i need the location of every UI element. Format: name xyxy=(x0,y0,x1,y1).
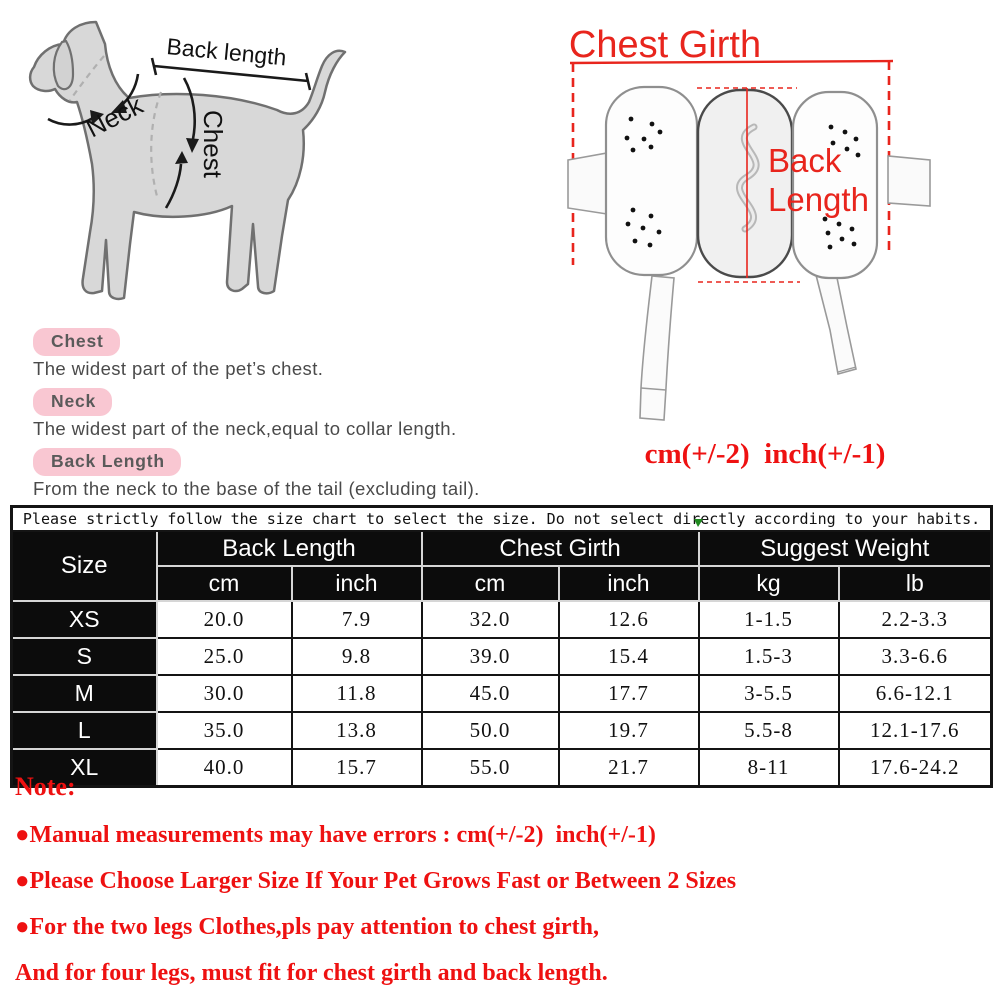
dog-chest-label: Chest xyxy=(198,110,228,178)
value-cell: 11.8 xyxy=(292,675,422,712)
note-item: ●For the two legs Clothes,pls pay attention to chest girth, xyxy=(15,914,600,940)
unit-header-lb: lb xyxy=(839,566,992,601)
value-cell: 20.0 xyxy=(157,601,292,638)
value-cell: 12.6 xyxy=(559,601,699,638)
chest-definition-text: The widest part of the pet’s chest. xyxy=(33,358,324,379)
size-cell: XL xyxy=(12,749,157,787)
size-cell: M xyxy=(12,675,157,712)
table-row-s xyxy=(12,638,992,675)
unit-header-cm-2: cm xyxy=(422,566,559,601)
tolerance-text: cm(+/-2) inch(+/-1) xyxy=(644,438,886,470)
value-cell: 45.0 xyxy=(422,675,559,712)
unit-header-kg: kg xyxy=(699,566,839,601)
value-cell: 35.0 xyxy=(157,712,292,749)
garment-back-label: Back xyxy=(768,142,842,179)
table-notice-row xyxy=(12,507,992,532)
value-cell: 13.8 xyxy=(292,712,422,749)
value-cell: 17.6-24.2 xyxy=(839,749,992,787)
value-cell: 32.0 xyxy=(422,601,559,638)
neck-term-pill: Neck xyxy=(33,388,112,416)
value-cell: 30.0 xyxy=(157,675,292,712)
value-cell: 15.7 xyxy=(292,749,422,787)
size-cell: XS xyxy=(12,601,157,638)
value-cell: 21.7 xyxy=(559,749,699,787)
green-marker-artifact xyxy=(694,519,703,527)
note-item: ●Please Choose Larger Size If Your Pet Grows Fast or Between 2 Sizes xyxy=(15,868,737,894)
table-row-m xyxy=(12,675,992,712)
unit-header-inch-1: inch xyxy=(292,566,422,601)
size-column-header: Size xyxy=(12,531,157,601)
table-row-xs xyxy=(12,601,992,638)
unit-header-inch-2: inch xyxy=(559,566,699,601)
notes-heading: Note: xyxy=(15,772,76,801)
dog-measurement-diagram xyxy=(8,12,368,312)
definition-back-length xyxy=(33,448,533,500)
value-cell: 9.8 xyxy=(292,638,422,675)
value-cell: 25.0 xyxy=(157,638,292,675)
bottom-strap-left xyxy=(640,276,674,420)
value-cell: 15.4 xyxy=(559,638,699,675)
back-length-group-header: Back Length xyxy=(157,531,422,566)
value-cell: 1.5-3 xyxy=(699,638,839,675)
back-length-definition-text: From the neck to the base of the tail (excluding tail). xyxy=(33,478,480,499)
value-cell: 12.1-17.6 xyxy=(839,712,992,749)
dog-silhouette xyxy=(30,22,345,299)
notes-section xyxy=(15,772,985,1000)
definition-neck xyxy=(33,388,533,440)
dog-back-length-label: Back length xyxy=(165,33,288,71)
value-cell: 3-5.5 xyxy=(699,675,839,712)
table-notice-text: Please strictly follow the size chart to select the size. Do not select directly according to your habits. xyxy=(12,507,992,532)
left-side-strap xyxy=(568,153,607,214)
value-cell: 6.6-12.1 xyxy=(839,675,992,712)
value-cell: 3.3-6.6 xyxy=(839,638,992,675)
definition-chest xyxy=(33,328,533,380)
value-cell: 55.0 xyxy=(422,749,559,787)
table-row-l xyxy=(12,712,992,749)
value-cell: 5.5-8 xyxy=(699,712,839,749)
size-cell: L xyxy=(12,712,157,749)
suggest-weight-group-header: Suggest Weight xyxy=(699,531,992,566)
table-group-header-row xyxy=(12,531,992,566)
value-cell: 50.0 xyxy=(422,712,559,749)
value-cell: 17.7 xyxy=(559,675,699,712)
bottom-strap-right xyxy=(816,268,856,374)
value-cell: 1-1.5 xyxy=(699,601,839,638)
value-cell: 39.0 xyxy=(422,638,559,675)
size-cell: S xyxy=(12,638,157,675)
value-cell: 19.7 xyxy=(559,712,699,749)
note-item: ●Manual measurements may have errors : cm(+/-2) inch(+/-1) xyxy=(15,822,656,848)
value-cell: 40.0 xyxy=(157,749,292,787)
neck-definition-text: The widest part of the neck,equal to collar length. xyxy=(33,418,457,439)
chest-girth-group-header: Chest Girth xyxy=(422,531,699,566)
chest-girth-title: Chest Girth xyxy=(568,24,762,66)
garment-length-label: Length xyxy=(768,181,869,218)
value-cell: 2.2-3.3 xyxy=(839,601,992,638)
chest-term-pill: Chest xyxy=(33,328,120,356)
note-item: And for four legs, must fit for chest girth and back length. xyxy=(15,960,608,986)
measurement-definitions xyxy=(33,328,533,508)
size-chart-table xyxy=(10,505,993,788)
value-cell: 7.9 xyxy=(292,601,422,638)
table-unit-header-row xyxy=(12,566,992,601)
right-side-strap xyxy=(888,156,930,206)
unit-header-cm-1: cm xyxy=(157,566,292,601)
back-length-term-pill: Back Length xyxy=(33,448,181,476)
garment-measurement-diagram xyxy=(530,0,1000,435)
value-cell: 8-11 xyxy=(699,749,839,787)
dog-neck-label: Neck xyxy=(81,89,148,144)
